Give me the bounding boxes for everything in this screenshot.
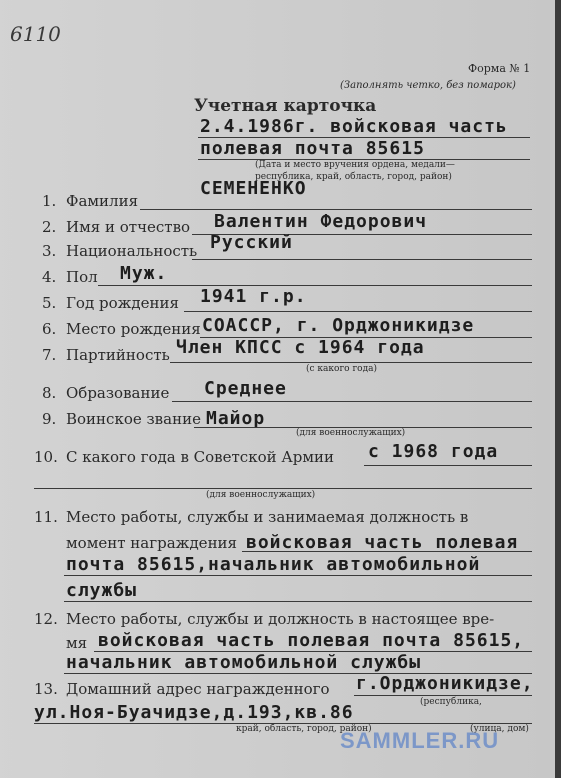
field-2-label: Имя и отчество [66, 218, 191, 236]
field-6-value: СОАССР, г. Орджоникидзе [202, 315, 475, 336]
field-7-caption: (с какого года) [306, 364, 377, 374]
field-6-number: 6. [42, 320, 57, 338]
form-hint: (Заполнять четко, без помарок) [340, 80, 516, 91]
field-10-caption: (для военнослужащих) [206, 490, 316, 500]
field-11-value-1: войсковая часть полевая [246, 532, 519, 553]
field-12-number: 12. [34, 610, 58, 628]
field-1-label: Фамилия [66, 192, 139, 210]
award-caption-2: республика, край, область, город, район) [255, 172, 452, 182]
award-caption-1: (Дата и место вручения ордена, медали— [255, 160, 455, 170]
field-8-number: 8. [42, 384, 57, 402]
field-12-value-2: начальник автомобильной службы [66, 652, 422, 673]
field-7-rule [170, 362, 532, 363]
field-13-number: 13. [34, 680, 58, 698]
corner-handwritten-note: 6110 [10, 22, 61, 46]
field-3-rule [192, 259, 532, 260]
field-13-rule-1 [354, 695, 532, 696]
field-13-label: Домашний адрес награжденного [66, 680, 330, 698]
field-13-caption-1: (республика, [420, 697, 482, 707]
field-11-label-2: момент награждения [66, 534, 238, 552]
page-title: Учетная карточка [194, 96, 377, 116]
field-10-number: 10. [34, 448, 58, 466]
field-10-rule-2 [34, 488, 532, 489]
field-3-label: Национальность [66, 242, 198, 260]
field-12-label-2: мя [66, 634, 88, 652]
field-3-value: Русский [210, 232, 293, 253]
field-8-rule [172, 401, 532, 402]
field-11-label-1: Место работы, службы и занимаемая должность в [66, 508, 469, 526]
award-line-1: 2.4.1986г. войсковая часть [200, 116, 508, 137]
award-line-2: полевая почта 85615 [200, 138, 425, 159]
field-1-number: 1. [42, 192, 57, 210]
field-13-value-1: г.Орджоникидзе, [356, 673, 534, 694]
field-11-number: 11. [34, 508, 58, 526]
field-13-caption-3: (улица, дом) [470, 724, 529, 734]
field-7-value: Член КПСС с 1964 года [176, 337, 425, 358]
field-11-value-2: почта 85615,начальник автомобильной [66, 554, 481, 575]
field-11-rule-2 [64, 575, 532, 576]
field-4-value: Муж. [120, 263, 168, 284]
watermark: SAMMLER.RU [340, 728, 500, 753]
field-11-rule-1 [242, 551, 532, 552]
field-7-label: Партийность [66, 346, 170, 364]
field-11-value-3: службы [66, 580, 138, 601]
field-2-value: Валентин Федорович [214, 211, 428, 232]
field-5-value: 1941 г.р. [200, 286, 307, 307]
field-9-value: Майор [206, 408, 266, 429]
field-8-label: Образование [66, 384, 170, 402]
field-4-number: 4. [42, 268, 57, 286]
form-number: Форма № 1 [468, 62, 531, 75]
field-10-label: С какого года в Советской Армии [66, 448, 335, 466]
field-4-label: Пол [66, 268, 98, 286]
field-10-rule [364, 465, 532, 466]
field-2-number: 2. [42, 218, 57, 236]
field-12-label-1: Место работы, службы и должность в настоящее вре- [66, 610, 495, 628]
field-13-caption-2: край, область, город, район) [236, 724, 372, 734]
field-13-value-2: ул.Ноя-Буачидзе,д.193,кв.86 [34, 702, 354, 723]
field-1-value: СЕМЕНЕНКО [200, 178, 307, 199]
field-6-label: Место рождения [66, 320, 201, 338]
field-7-number: 7. [42, 346, 57, 364]
field-1-rule [140, 209, 532, 210]
field-9-label: Воинское звание [66, 410, 201, 428]
field-11-rule-3 [64, 601, 532, 602]
field-5-label: Год рождения [66, 294, 179, 312]
field-12-value-1: войсковая часть полевая почта 85615, [98, 630, 525, 651]
field-3-number: 3. [42, 242, 57, 260]
field-5-rule [184, 311, 532, 312]
field-5-number: 5. [42, 294, 57, 312]
field-9-number: 9. [42, 410, 57, 428]
field-10-value: с 1968 года [368, 441, 499, 462]
paper-edge [555, 0, 561, 778]
field-4-rule [98, 285, 532, 286]
field-8-value: Среднее [204, 378, 287, 399]
field-9-caption: (для военнослужащих) [296, 428, 406, 438]
